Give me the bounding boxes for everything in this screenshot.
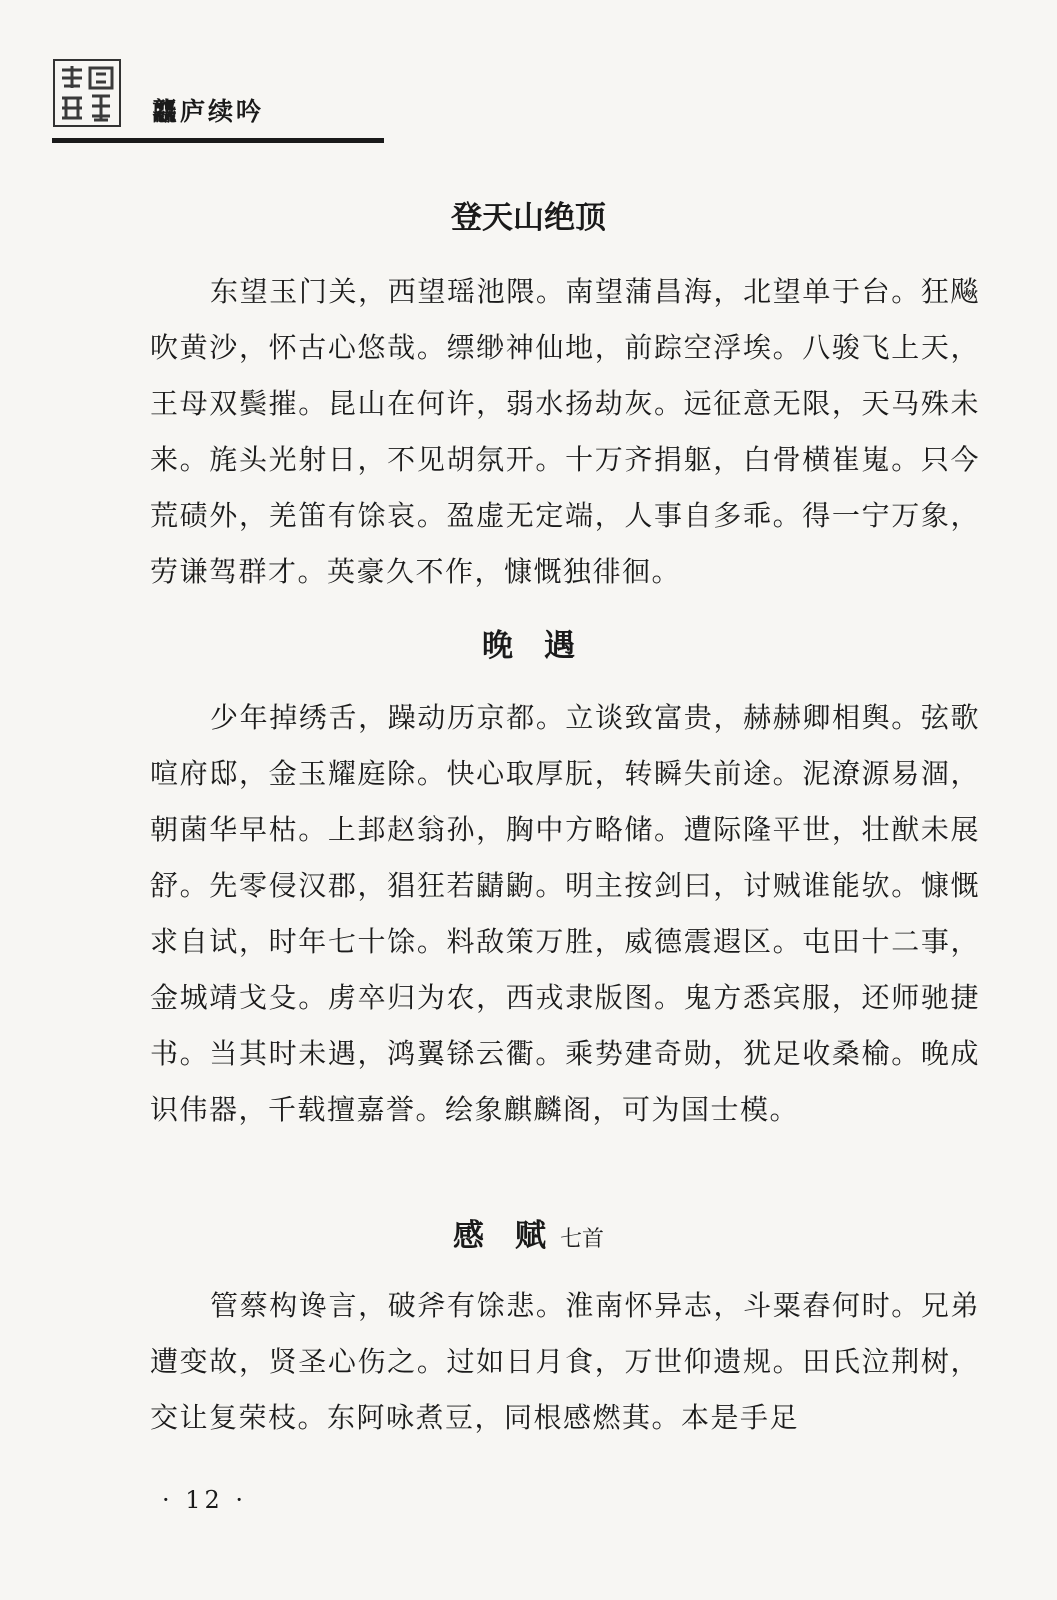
header-rule [52,138,384,143]
poem-subtitle: 七首 [559,1227,604,1252]
running-title: 龘庐续吟 [152,97,265,126]
poem-body: 少年掉绣舌，躁动历京都。立谈致富贵，赫赫卿相舆。弦歌喧府邸，金玉耀庭除。快心取厚朊，转瞬失前途。泥潦源易涸，朝菌华早枯。上邽赵翁孙，胸中方略储。遭际隆平世，壮猷未展舒。先零侵汉郡，猖狂若鼱鼩。明主按剑曰，讨贼谁能欤。慷慨求自试，时年七十馀。料敌策万胜，威德震遐区。屯田十二事，金城靖戈殳。虏卒归为农，西戎隶版图。鬼方悉宾服，还师驰捷书。当其时未遇，鸿翼铩云衢。乘势建奇勋，犹足收桑榆。晚成识伟器，千载擅嘉誉。绘象麒麟阁，可为国士模。 [150,701,980,1126]
poem-title [0,620,1057,665]
seal-logo [52,58,122,128]
poem-title-text: 晚 遇 [482,628,575,664]
poem-body: 东望玉门关，西望瑶池隈。南望蒲昌海，北望单于台。狂飚吹黄沙，怀古心悠哉。缥缈神仙地，前踪空浮埃。八骏飞上天，王母双鬓摧。昆山在何许，弱水扬劫灰。远征意无限，天马殊未来。旄头光射日，不见胡氛开。十万齐捐躯，白骨横崔嵬。只今荒碛外，羌笛有馀哀。盈虚无定端，人事自多乖。得一宁万象，劳谦驾群才。英豪久不作，慷慨独徘徊。 [150,275,980,588]
page-number: · 12 · [162,1486,248,1514]
poem-title [0,1210,1057,1255]
poem-title-text: 登天山绝顶 [451,200,606,236]
poem-title-text: 感 赋 [452,1218,546,1254]
poem-title [0,192,1057,237]
poem-body: 管蔡构谗言，破斧有馀悲。淮南怀异志，斗粟舂何时。兄弟遭变故，贤圣心伤之。过如日月食，万世仰遗规。田氏泣荆树，交让复荣枝。东阿咏煮豆，同根感燃萁。本是手足 [150,1289,980,1434]
